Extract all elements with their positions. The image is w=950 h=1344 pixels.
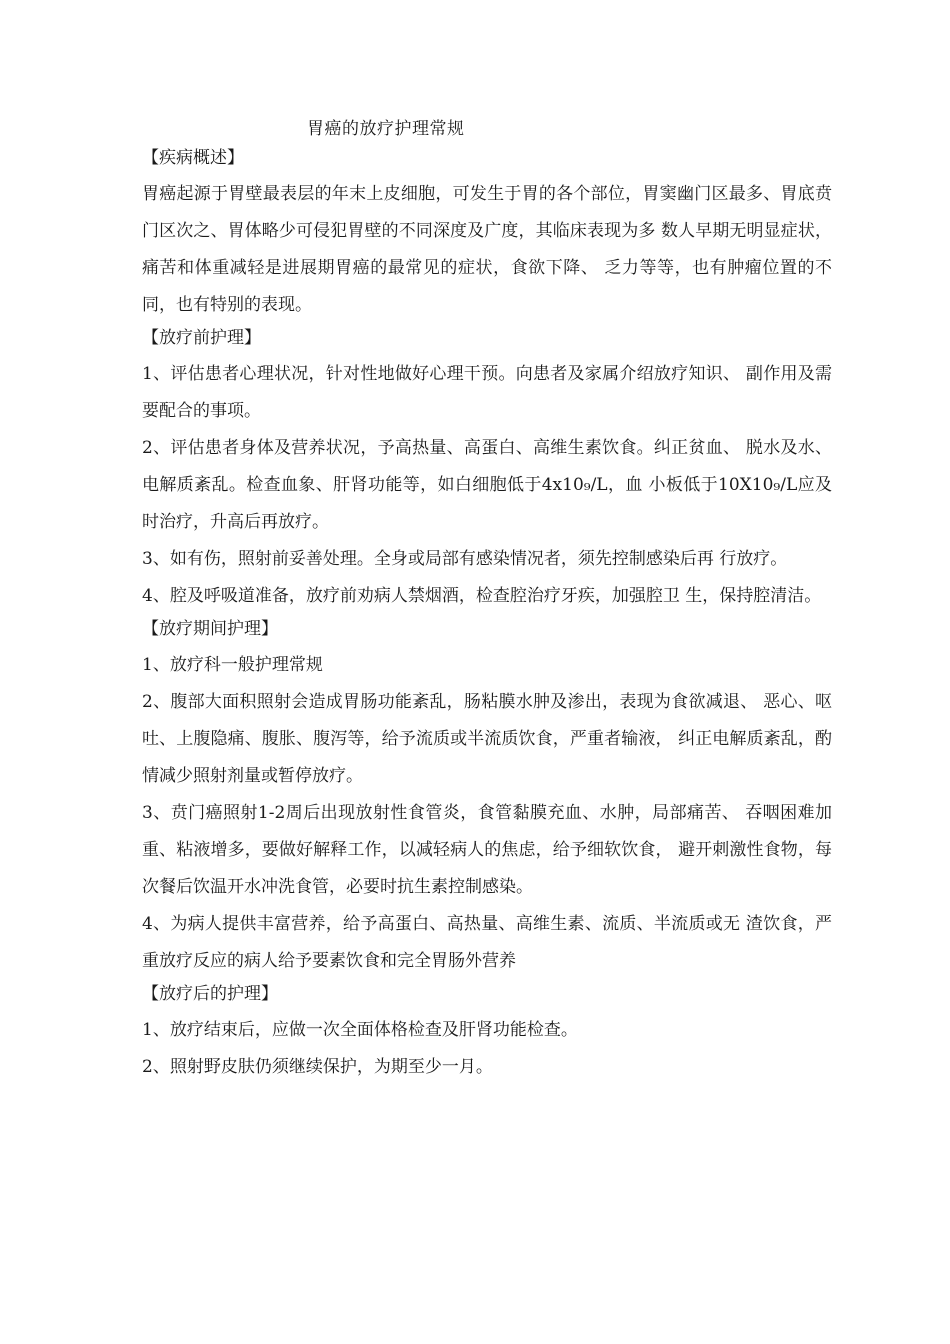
document-body bbox=[142, 144, 832, 1086]
paragraph: 1、放疗科一般护理常规 bbox=[142, 655, 323, 675]
paragraph: 2、腹部大面积照射会造成胃肠功能紊乱，肠粘膜水肿及渗出，表现为食欲减退、 恶心、呕吐、上腹隐痛、腹胀、腹泻等，给予流质或半流质饮食，严重者输液， 纠正电解质紊乱，酌情减少照射剂量或暂停放疗。 bbox=[142, 692, 832, 786]
paragraph: 4、为病人提供丰富营养，给予高蛋白、高热量、高维生素、流质、半流质或无 渣饮食，严重放疗反应的病人给予要素饮食和完全胃肠外营养 bbox=[142, 914, 832, 971]
paragraph: 2、评估患者身体及营养状况，予高热量、高蛋白、高维生素饮食。纠正贫血、 脱水及水、电解质紊乱。检查血象、肝肾功能等，如白细胞低于4x10₉/L，血 小板低于10X10₉/L应及时治疗，升高后再放疗。 bbox=[142, 438, 832, 532]
paragraph: 3、贲门癌照射1-2周后出现放射性食管炎，食管黏膜充血、水肿，局部痛苦、 吞咽困难加重、粘液增多，要做好解释工作，以减轻病人的焦虑，给予细软饮食， 避开刺激性食物，每次餐后饮温开水冲洗食管，必要时抗生素控制感染。 bbox=[142, 803, 832, 897]
section-heading-during-radiotherapy: 【放疗期间护理】 bbox=[142, 619, 278, 639]
paragraph: 1、放疗结束后，应做一次全面体格检查及肝肾功能检查。 bbox=[142, 1020, 578, 1040]
document-title: 胃癌的放疗护理常规 bbox=[307, 119, 465, 139]
paragraph: 2、照射野皮肤仍须继续保护，为期至少一月。 bbox=[142, 1057, 493, 1077]
section-heading-pre-radiotherapy: 【放疗前护理】 bbox=[142, 328, 261, 348]
section-heading-post-radiotherapy: 【放疗后的护理】 bbox=[142, 984, 278, 1004]
section-heading-overview: 【疾病概述】 bbox=[142, 148, 244, 168]
paragraph: 胃癌起源于胃壁最表层的年末上皮细胞，可发生于胃的各个部位，胃窦幽门区最多、胃底贲门区次之、胃体略少可侵犯胃壁的不同深度及广度，其临床表现为多 数人早期无明显症状，痛苦和体重减轻是进展期胃癌的最常见的症状，食欲下降、 乏力等等，也有肿瘤位置的不同，也有特别的表现。 bbox=[142, 184, 832, 315]
paragraph: 1、评估患者心理状况，针对性地做好心理干预。向患者及家属介绍放疗知识、 副作用及需要配合的事项。 bbox=[142, 364, 832, 421]
paragraph: 4、腔及呼吸道准备，放疗前劝病人禁烟酒，检查腔治疗牙疾，加强腔卫 生，保持腔清洁。 bbox=[142, 586, 822, 606]
paragraph: 3、如有伤，照射前妥善处理。全身或局部有感染情况者，须先控制感染后再 行放疗。 bbox=[142, 549, 788, 569]
